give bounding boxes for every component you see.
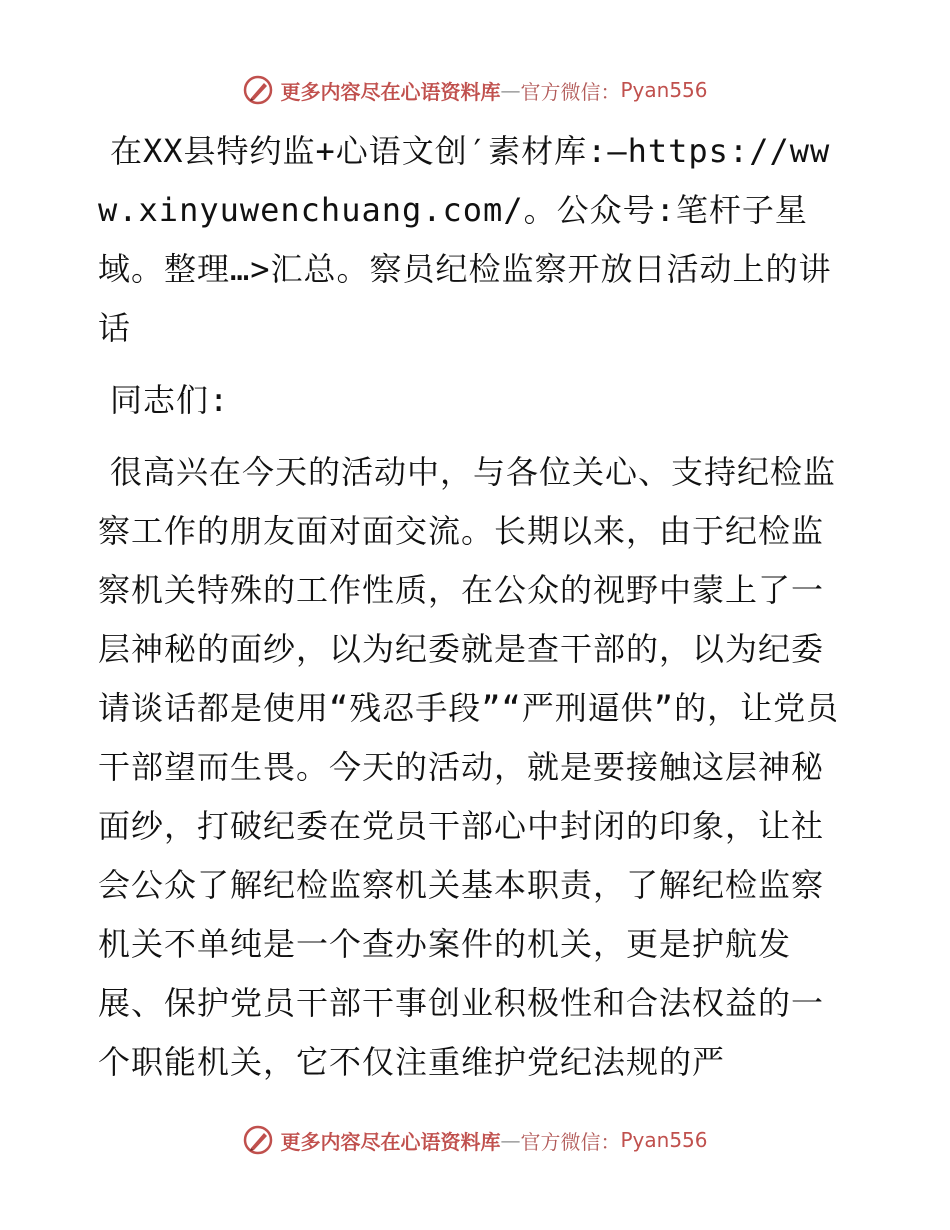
document-title-paragraph: 在XX县特约监+心语文创′素材库:—https://www.xinyuwenchuang.com/。公众号:笔杆子星域。整理…>汇总。察员纪检监察开放日活动上的讲话 — [98, 132, 832, 347]
banner-wechat-id: Pyan556 — [620, 1128, 708, 1152]
pen-logo-icon — [242, 1124, 274, 1156]
body-paragraph: 很高兴在今天的活动中，与各位关心、支持纪检监察工作的朋友面对面交流。长期以来，由于纪检监察机关特殊的工作性质，在公众的视野中蒙上了一层神秘的面纱，以为纪委就是查干部的，以为纪委请谈话都是使用“残忍手段”“严刑逼供”的，让党员干部望而生畏。今天的活动，就是要接触这层神秘面纱，打破纪委在党员干部心中封闭的印象，让社会公众了解纪检监察机关基本职责，了解纪检监察机关不单纯是一个查办案件的机关，更是护航发展、保护党员干部干事创业积极性和合法权益的一个职能机关，它不仅注重维护党纪法规的严 — [98, 453, 840, 1081]
banner-dash: — — [500, 1128, 521, 1152]
banner-wechat-label: 官方微信： — [520, 79, 621, 104]
banner-wechat-id: Pyan556 — [620, 78, 708, 102]
pen-logo-icon — [242, 74, 274, 106]
document-body — [98, 122, 854, 1092]
banner-site-text: 更多内容尽在心语资料库 — [280, 79, 501, 104]
salutation: 同志们: — [110, 381, 230, 419]
header-banner — [0, 70, 950, 110]
banner-site-text: 更多内容尽在心语资料库 — [280, 1129, 501, 1154]
banner-dash: — — [500, 78, 521, 102]
banner-wechat-label: 官方微信： — [520, 1129, 621, 1154]
footer-banner — [0, 1120, 950, 1160]
